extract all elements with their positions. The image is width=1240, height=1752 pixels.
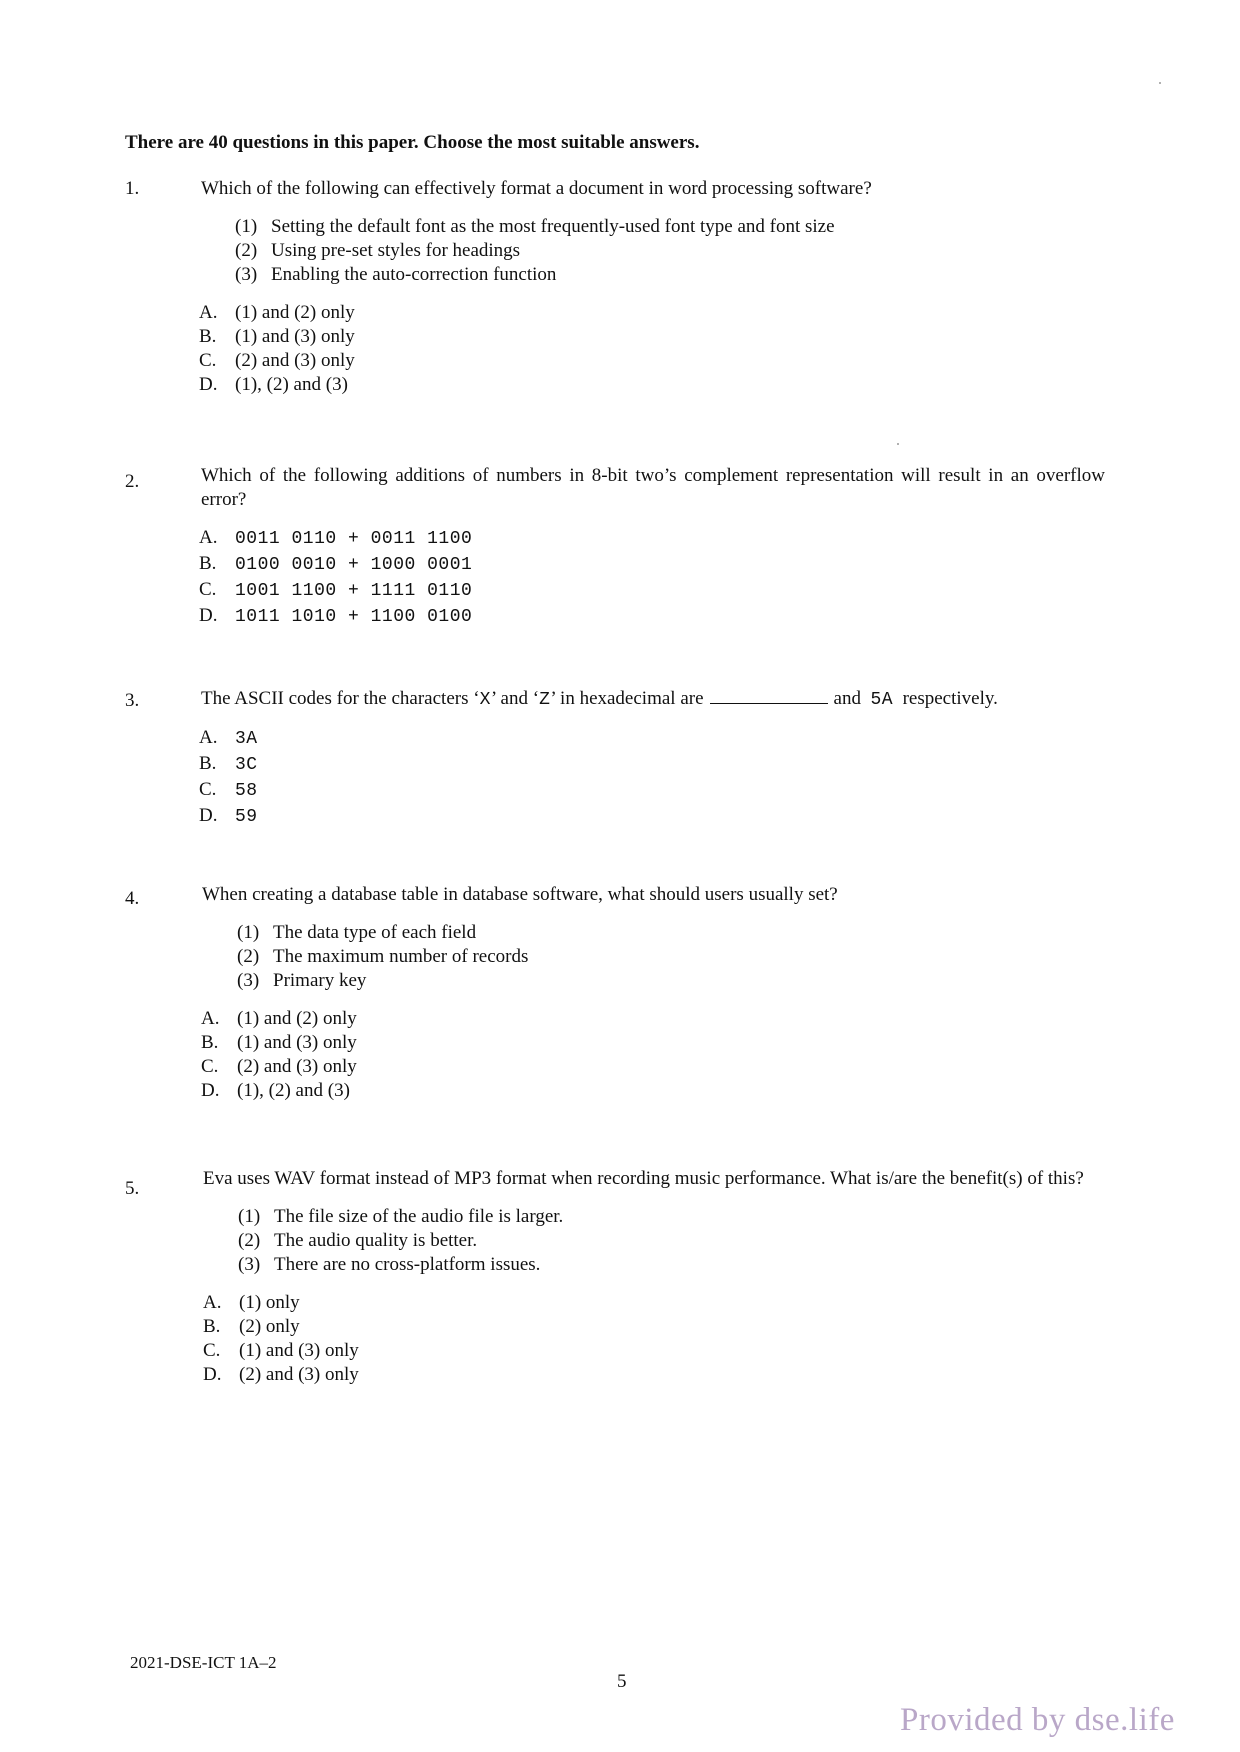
- option-text: (1), (2) and (3): [235, 374, 348, 395]
- statement-list: [235, 215, 1105, 287]
- option-letter: B.: [203, 1316, 221, 1337]
- option-c: [203, 1339, 1105, 1363]
- option-text: 59: [235, 807, 258, 827]
- option-letter: A.: [199, 527, 218, 548]
- statement: [235, 263, 1105, 287]
- option-letter: B.: [199, 753, 217, 774]
- statement-number: (1): [238, 1206, 261, 1227]
- char-x: X: [479, 690, 491, 710]
- option-b: [199, 552, 1105, 578]
- option-c: [201, 1055, 1105, 1079]
- statement-text: Enabling the auto-correction function: [271, 264, 557, 285]
- question-number: 1.: [125, 178, 140, 199]
- option-d: [199, 804, 1105, 830]
- question-text-start: The ASCII codes for the characters ‘: [201, 688, 480, 709]
- option-letter: A.: [199, 727, 218, 748]
- option-list: [201, 1007, 1105, 1103]
- scan-speck: [897, 443, 899, 445]
- option-text: (1) only: [239, 1292, 300, 1313]
- question-5: [125, 1167, 1105, 1387]
- statement: [235, 239, 1105, 263]
- option-text: 3C: [235, 755, 258, 775]
- option-letter: A.: [203, 1292, 222, 1313]
- scan-speck: [1159, 82, 1161, 84]
- option-letter: C.: [199, 779, 217, 800]
- option-letter: D.: [199, 805, 218, 826]
- option-d: [199, 604, 1105, 630]
- statement: [238, 1205, 1105, 1229]
- option-letter: C.: [203, 1340, 221, 1361]
- option-a: [201, 1007, 1105, 1031]
- option-text: (2) and (3) only: [237, 1056, 357, 1077]
- statement-number: (2): [237, 946, 260, 967]
- option-d: [203, 1363, 1105, 1387]
- option-a: [199, 301, 1105, 325]
- option-text: (2) and (3) only: [239, 1364, 359, 1385]
- statement: [237, 921, 1105, 945]
- option-c: [199, 578, 1105, 604]
- option-letter: A.: [199, 302, 218, 323]
- option-text: (2) and (3) only: [235, 350, 355, 371]
- option-b: [199, 325, 1105, 349]
- option-list: [199, 726, 1105, 830]
- question-text: Which of the following additions of numbers in 8-bit two’s complement representation will result in an overflow error?: [201, 465, 1105, 510]
- statement-text: The data type of each field: [273, 922, 477, 943]
- option-c: [199, 778, 1105, 804]
- char-z: Z: [539, 690, 551, 710]
- question-text: Which of the following can effectively format a document in word processing software?: [201, 178, 872, 199]
- answer-blank: [710, 685, 828, 704]
- question-3: [125, 685, 1105, 830]
- option-text: 58: [235, 781, 258, 801]
- option-text: (1) and (3) only: [239, 1340, 359, 1361]
- question-text: Eva uses WAV format instead of MP3 format when recording music performance. What is/are the benefit(s) of this?: [203, 1168, 1084, 1189]
- statement-text: The maximum number of records: [273, 946, 529, 967]
- question-4: [125, 883, 1105, 1103]
- statement-number: (2): [235, 240, 258, 261]
- statement-text: Using pre-set styles for headings: [271, 240, 521, 261]
- statement: [237, 969, 1105, 993]
- question-1: [125, 177, 1105, 397]
- question-2: [125, 464, 1105, 630]
- code-5a: 5A: [870, 690, 894, 710]
- option-letter: C.: [199, 579, 217, 600]
- option-text: (1) and (3) only: [237, 1032, 357, 1053]
- option-letter: D.: [199, 374, 218, 395]
- option-letter: B.: [201, 1032, 219, 1053]
- option-list: [203, 1291, 1105, 1387]
- option-a: [199, 526, 1105, 552]
- option-b: [201, 1031, 1105, 1055]
- option-letter: C.: [199, 350, 217, 371]
- question-text: When creating a database table in database software, what should users usually set?: [202, 884, 838, 905]
- option-text: (1) and (3) only: [235, 326, 355, 347]
- option-letter: D.: [201, 1080, 220, 1101]
- option-letter: A.: [201, 1008, 220, 1029]
- statement-number: (2): [238, 1230, 261, 1251]
- option-list: [199, 526, 1105, 630]
- statement-list: [237, 921, 1105, 993]
- question-text-mid: ’ and ‘: [490, 688, 540, 709]
- option-text: 0011 0110 + 0011 1100: [235, 529, 473, 549]
- question-text-and: and: [833, 688, 861, 709]
- option-d: [199, 373, 1105, 397]
- option-d: [201, 1079, 1105, 1103]
- option-b: [203, 1315, 1105, 1339]
- option-text: (1), (2) and (3): [237, 1080, 350, 1101]
- question-text-after-chars: ’ in hexadecimal are: [550, 688, 704, 709]
- statement: [237, 945, 1105, 969]
- option-list: [199, 301, 1105, 397]
- option-letter: D.: [203, 1364, 222, 1385]
- option-text: 3A: [235, 729, 258, 749]
- option-a: [203, 1291, 1105, 1315]
- option-letter: D.: [199, 605, 218, 626]
- statement-text: Setting the default font as the most frequently-used font type and font size: [271, 216, 835, 237]
- statement-number: (3): [237, 970, 260, 991]
- option-c: [199, 349, 1105, 373]
- option-text: (2) only: [239, 1316, 300, 1337]
- option-letter: C.: [201, 1056, 219, 1077]
- question-text-end: respectively.: [902, 688, 998, 709]
- option-text: 1001 1100 + 1111 0110: [235, 581, 473, 601]
- statement-list: [238, 1205, 1105, 1277]
- option-letter: B.: [199, 553, 217, 574]
- question-number: 4.: [125, 888, 140, 909]
- statement-text: Primary key: [273, 970, 367, 991]
- question-number: 2.: [125, 471, 140, 492]
- watermark: Provided by dse.life: [900, 1702, 1175, 1738]
- page-number: 5: [617, 1671, 627, 1692]
- statement-number: (3): [238, 1254, 261, 1275]
- question-number: 3.: [125, 690, 140, 711]
- statement-text: There are no cross-platform issues.: [274, 1254, 541, 1275]
- statement-text: The audio quality is better.: [274, 1230, 478, 1251]
- statement: [235, 215, 1105, 239]
- option-text: (1) and (2) only: [237, 1008, 357, 1029]
- paper-code: 2021-DSE-ICT 1A–2: [130, 1653, 277, 1672]
- option-b: [199, 752, 1105, 778]
- option-text: 0100 0010 + 1000 0001: [235, 555, 473, 575]
- question-text: [201, 685, 1105, 712]
- option-letter: B.: [199, 326, 217, 347]
- option-text: 1011 1010 + 1100 0100: [235, 607, 473, 627]
- question-number: 5.: [125, 1178, 140, 1199]
- statement-text: The file size of the audio file is larger.: [274, 1206, 564, 1227]
- statement-number: (3): [235, 264, 258, 285]
- instructions: There are 40 questions in this paper. Choose the most suitable answers.: [125, 132, 700, 153]
- statement: [238, 1253, 1105, 1277]
- statement: [238, 1229, 1105, 1253]
- statement-number: (1): [237, 922, 260, 943]
- statement-number: (1): [235, 216, 258, 237]
- option-a: [199, 726, 1105, 752]
- option-text: (1) and (2) only: [235, 302, 355, 323]
